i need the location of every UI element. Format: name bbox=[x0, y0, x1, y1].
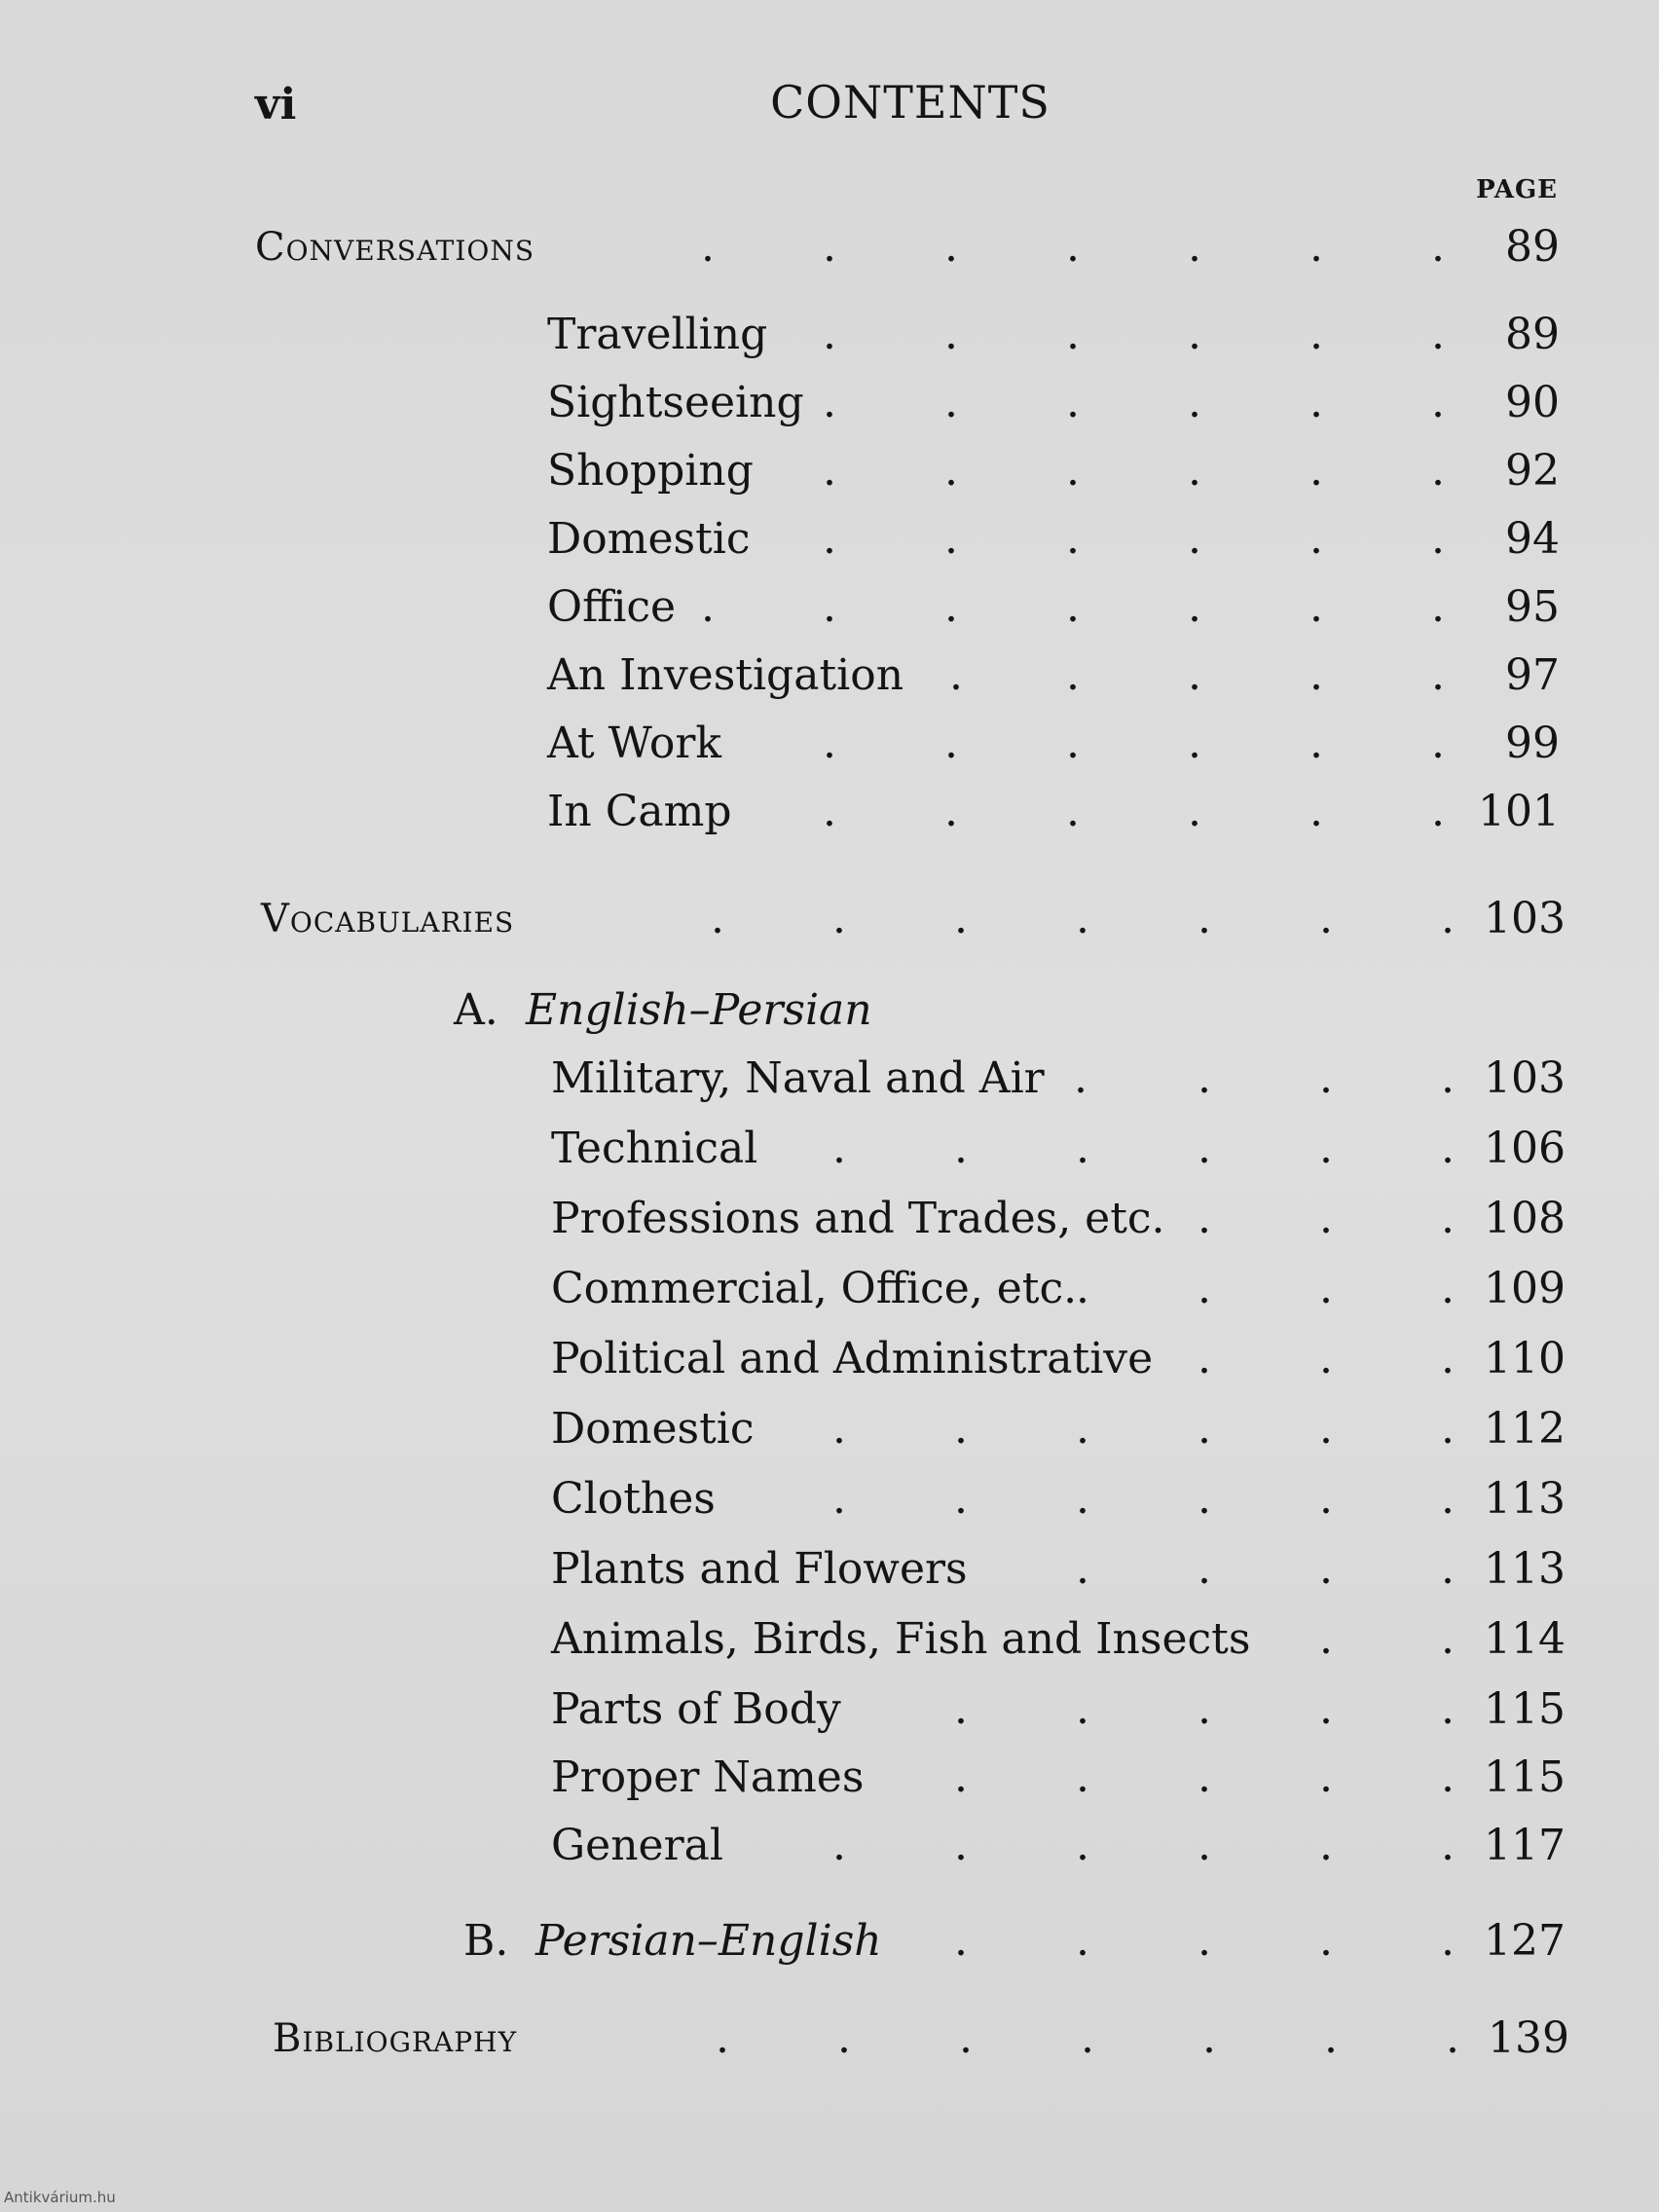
leader-dot: . bbox=[1309, 310, 1323, 359]
toc-entry-page: 89 bbox=[1505, 310, 1560, 359]
toc-entry[interactable] bbox=[547, 715, 1560, 773]
leader-dot: . bbox=[823, 378, 836, 427]
leader-dot: . bbox=[1076, 1124, 1089, 1173]
leader-dot: . bbox=[701, 582, 715, 632]
watermark: Antikvárium.hu bbox=[4, 2189, 116, 2206]
leader-dot: . bbox=[944, 582, 958, 632]
toc-entry-label: Office bbox=[547, 582, 677, 632]
leader-dot: . bbox=[1431, 650, 1445, 700]
leader-dot: . bbox=[1066, 446, 1080, 496]
leader-dot: . bbox=[1188, 514, 1201, 564]
leader-dot: . bbox=[1431, 787, 1445, 836]
leader-dot: . bbox=[1198, 1474, 1211, 1524]
leader-dot: . bbox=[949, 650, 963, 700]
leader-dot: . bbox=[832, 894, 846, 943]
leader-dot: . bbox=[716, 2013, 729, 2063]
leader-dot: . bbox=[1081, 2013, 1094, 2063]
leader-dot: . bbox=[711, 894, 724, 943]
toc-entry[interactable] bbox=[551, 1050, 1566, 1108]
leader-dot: . bbox=[1198, 1916, 1211, 1966]
leader-dot: . bbox=[1431, 310, 1445, 359]
page-title: CONTENTS bbox=[770, 76, 1051, 129]
leader-dot: . bbox=[954, 1821, 968, 1870]
leader-dot: . bbox=[1076, 1544, 1089, 1594]
leader-dot: . bbox=[823, 582, 836, 632]
toc-entry-page: 97 bbox=[1505, 650, 1560, 700]
toc-entry[interactable] bbox=[551, 1749, 1566, 1807]
leader-dot: . bbox=[1188, 222, 1201, 272]
leader-dot: . bbox=[1198, 1053, 1211, 1103]
leader-dot: . bbox=[1188, 719, 1201, 768]
toc-entry-bibliography[interactable] bbox=[273, 2009, 1569, 2068]
leader-dot: . bbox=[1198, 1544, 1211, 1594]
leader-dot: . bbox=[1076, 1404, 1089, 1454]
leader-dot: . bbox=[944, 719, 958, 768]
toc-entry-label: Bibliography bbox=[273, 2016, 518, 2061]
toc-entry[interactable] bbox=[551, 1610, 1566, 1669]
toc-entry-label: General bbox=[551, 1821, 723, 1870]
toc-entry-page: 115 bbox=[1484, 1752, 1566, 1802]
leader-dot: . bbox=[823, 514, 836, 564]
toc-entry[interactable] bbox=[547, 510, 1560, 569]
leader-dot: . bbox=[1441, 1474, 1455, 1524]
toc-entry[interactable] bbox=[547, 442, 1560, 500]
leader-dot: . bbox=[1066, 222, 1080, 272]
leader-dot: . bbox=[1309, 222, 1323, 272]
leader-dot: . bbox=[837, 2013, 851, 2063]
toc-entry[interactable] bbox=[551, 1260, 1566, 1318]
leader-dot: . bbox=[832, 1821, 846, 1870]
leader-dot: . bbox=[1441, 1916, 1455, 1966]
toc-entry-label: Commercial, Office, etc. bbox=[551, 1264, 1078, 1313]
leader-dot: . bbox=[1076, 1821, 1089, 1870]
leader-dot: . bbox=[823, 719, 836, 768]
toc-entry-page: 117 bbox=[1484, 1821, 1566, 1870]
leader-dot: . bbox=[1441, 1544, 1455, 1594]
leader-dot: . bbox=[1441, 1614, 1455, 1664]
leader-dot: . bbox=[944, 378, 958, 427]
leader-dot: . bbox=[1188, 446, 1201, 496]
toc-entry-section-b[interactable] bbox=[463, 1912, 1566, 1971]
leader-dot: . bbox=[1076, 1752, 1089, 1802]
leader-dot: . bbox=[1431, 378, 1445, 427]
leader-dot: . bbox=[1066, 582, 1080, 632]
leader-dot: . bbox=[823, 310, 836, 359]
leader-dot: . bbox=[832, 1124, 846, 1173]
leader-dot: . bbox=[954, 1124, 968, 1173]
toc-entry[interactable] bbox=[551, 1540, 1566, 1599]
toc-entry-label: Technical bbox=[551, 1124, 758, 1173]
leader-dot: . bbox=[1309, 650, 1323, 700]
leader-dot: . bbox=[944, 514, 958, 564]
toc-entry-page: 106 bbox=[1484, 1124, 1566, 1173]
leader-dot: . bbox=[1066, 514, 1080, 564]
toc-entry[interactable] bbox=[551, 1330, 1566, 1388]
leader-dot: . bbox=[832, 1404, 846, 1454]
leader-dot: . bbox=[1319, 1544, 1333, 1594]
leader-dot: . bbox=[1076, 1684, 1089, 1734]
leader-dot: . bbox=[1066, 378, 1080, 427]
leader-dot: . bbox=[1198, 1821, 1211, 1870]
toc-entry-label: Sightseeing bbox=[547, 378, 804, 427]
leader-dot: . bbox=[1076, 894, 1089, 943]
leader-dot: . bbox=[1319, 1752, 1333, 1802]
leader-dot: . bbox=[944, 446, 958, 496]
leader-dot: . bbox=[1188, 378, 1201, 427]
toc-entry-label: Domestic bbox=[551, 1404, 755, 1454]
section-a-heading bbox=[454, 981, 1135, 1040]
toc-entry[interactable] bbox=[547, 783, 1560, 841]
leader-dot: . bbox=[1066, 650, 1080, 700]
leader-dot: . bbox=[1441, 894, 1455, 943]
toc-entry[interactable] bbox=[551, 1817, 1566, 1875]
toc-entry-page: 110 bbox=[1484, 1334, 1566, 1383]
leader-dot: . bbox=[1319, 1474, 1333, 1524]
leader-dot: . bbox=[1441, 1264, 1455, 1313]
leader-dot: . bbox=[954, 1404, 968, 1454]
toc-entry-label: Proper Names bbox=[551, 1752, 865, 1802]
toc-entry[interactable] bbox=[547, 578, 1560, 637]
leader-dot: . bbox=[1319, 1404, 1333, 1454]
leader-dot: . bbox=[1441, 1752, 1455, 1802]
toc-entry-page: 99 bbox=[1505, 719, 1560, 768]
toc-entry-page: 114 bbox=[1484, 1614, 1566, 1664]
leader-dot: . bbox=[1324, 2013, 1338, 2063]
leader-dot: . bbox=[1319, 1614, 1333, 1664]
leader-dot: . bbox=[1188, 650, 1201, 700]
toc-entry-label: Conversations bbox=[255, 225, 535, 270]
leader-dot: . bbox=[1198, 1124, 1211, 1173]
leader-dot: . bbox=[1066, 787, 1080, 836]
toc-entry-page: 103 bbox=[1484, 894, 1566, 943]
leader-dot: . bbox=[1441, 1821, 1455, 1870]
leader-dot: . bbox=[959, 2013, 973, 2063]
leader-dot: . bbox=[1074, 1053, 1088, 1103]
section-title: Persian–English bbox=[535, 1916, 882, 1966]
toc-entry-conversations[interactable] bbox=[255, 218, 1560, 276]
leader-dot: . bbox=[1431, 446, 1445, 496]
toc-entry[interactable] bbox=[551, 1680, 1566, 1739]
toc-entry-label: Domestic bbox=[547, 514, 751, 564]
leader-dot: . bbox=[1076, 1916, 1089, 1966]
leader-dot: . bbox=[1441, 1124, 1455, 1173]
leader-dot: . bbox=[1066, 719, 1080, 768]
toc-entry-page: 90 bbox=[1505, 378, 1560, 427]
toc-entry-label: Vocabularies bbox=[261, 897, 515, 941]
toc-entry-page: 127 bbox=[1484, 1916, 1566, 1966]
leader-dot: . bbox=[1319, 1821, 1333, 1870]
leader-dot: . bbox=[1198, 1334, 1211, 1383]
toc-entry[interactable] bbox=[551, 1190, 1566, 1248]
leader-dot: . bbox=[1431, 222, 1445, 272]
leader-dot: . bbox=[944, 310, 958, 359]
toc-entry-page: 103 bbox=[1484, 1053, 1566, 1103]
leader-dot: . bbox=[954, 1916, 968, 1966]
leader-dot: . bbox=[1319, 1124, 1333, 1173]
leader-dot: . bbox=[1431, 514, 1445, 564]
leader-dot: . bbox=[823, 787, 836, 836]
leader-dot: . bbox=[1188, 787, 1201, 836]
toc-entry-label: Clothes bbox=[551, 1474, 716, 1524]
section-letter: A. bbox=[454, 985, 498, 1035]
leader-dot: . bbox=[1309, 514, 1323, 564]
toc-entry-label: Professions and Trades, etc. bbox=[551, 1194, 1165, 1243]
toc-entry-label: Parts of Body bbox=[551, 1684, 841, 1734]
toc-entry-page: 108 bbox=[1484, 1194, 1566, 1243]
toc-entry-page: 112 bbox=[1484, 1404, 1566, 1454]
page-number: vi bbox=[255, 80, 297, 129]
toc-entry-label: Shopping bbox=[547, 446, 754, 496]
toc-entry-page: 101 bbox=[1478, 787, 1560, 836]
leader-dot: . bbox=[1066, 310, 1080, 359]
toc-entry-page: 89 bbox=[1505, 222, 1560, 272]
leader-dot: . bbox=[832, 1474, 846, 1524]
leader-dot: . bbox=[1441, 1404, 1455, 1454]
leader-dot: . bbox=[1076, 1474, 1089, 1524]
toc-entry-page: 113 bbox=[1484, 1474, 1566, 1524]
leader-dot: . bbox=[701, 222, 715, 272]
leader-dot: . bbox=[1309, 378, 1323, 427]
leader-dot: . bbox=[1188, 310, 1201, 359]
toc-entry[interactable] bbox=[547, 646, 1560, 705]
leader-dot: . bbox=[1319, 894, 1333, 943]
toc-entry-page: 139 bbox=[1488, 2013, 1569, 2063]
leader-dot: . bbox=[1198, 1752, 1211, 1802]
toc-entry-label: Travelling bbox=[547, 310, 768, 359]
page-column-label: PAGE bbox=[1476, 175, 1558, 204]
leader-dot: . bbox=[1198, 1264, 1211, 1313]
toc-entry[interactable] bbox=[547, 306, 1560, 364]
leader-dot: . bbox=[1309, 446, 1323, 496]
toc-entry[interactable] bbox=[551, 1120, 1566, 1178]
leader-dot: . bbox=[954, 1474, 968, 1524]
leader-dot: . bbox=[954, 894, 968, 943]
leader-dot: . bbox=[1319, 1264, 1333, 1313]
section-title: English–Persian bbox=[526, 985, 872, 1035]
leader-dot: . bbox=[1319, 1053, 1333, 1103]
toc-entry-label: An Investigation bbox=[547, 650, 904, 700]
leader-dot: . bbox=[1188, 582, 1201, 632]
toc-entry[interactable] bbox=[551, 1400, 1566, 1458]
leader-dot: . bbox=[1431, 582, 1445, 632]
toc-entry-label: Plants and Flowers bbox=[551, 1544, 968, 1594]
section-letter: B. bbox=[463, 1916, 509, 1966]
toc-entry-page: 113 bbox=[1484, 1544, 1566, 1594]
leader-dot: . bbox=[1076, 1264, 1089, 1313]
toc-entry-page: 115 bbox=[1484, 1684, 1566, 1734]
leader-dot: . bbox=[1309, 719, 1323, 768]
toc-entry-page: 109 bbox=[1484, 1264, 1566, 1313]
toc-entry[interactable] bbox=[547, 374, 1560, 432]
leader-dot: . bbox=[1198, 1404, 1211, 1454]
leader-dot: . bbox=[1441, 1684, 1455, 1734]
toc-entry-label: Political and Administrative bbox=[551, 1334, 1154, 1383]
toc-entry-label: At Work bbox=[547, 719, 722, 768]
leader-dot: . bbox=[1198, 1194, 1211, 1243]
toc-entry-page: 95 bbox=[1505, 582, 1560, 632]
leader-dot: . bbox=[954, 1752, 968, 1802]
toc-entry-label: Animals, Birds, Fish and Insects bbox=[551, 1614, 1251, 1664]
leader-dot: . bbox=[1431, 719, 1445, 768]
leader-dot: . bbox=[1319, 1916, 1333, 1966]
leader-dot: . bbox=[1319, 1684, 1333, 1734]
leader-dot: . bbox=[823, 222, 836, 272]
leader-dot: . bbox=[1202, 2013, 1216, 2063]
leader-dot: . bbox=[1198, 1684, 1211, 1734]
leader-dot: . bbox=[1441, 1334, 1455, 1383]
toc-entry-page: 94 bbox=[1505, 514, 1560, 564]
leader-dot: . bbox=[1319, 1194, 1333, 1243]
leader-dot: . bbox=[1319, 1334, 1333, 1383]
toc-entry-page: 92 bbox=[1505, 446, 1560, 496]
leader-dot: . bbox=[954, 1684, 968, 1734]
leader-dot: . bbox=[1441, 1053, 1455, 1103]
leader-dot: . bbox=[823, 446, 836, 496]
leader-dot: . bbox=[1198, 894, 1211, 943]
leader-dot: . bbox=[1446, 2013, 1459, 2063]
leader-dot: . bbox=[1309, 787, 1323, 836]
leader-dot: . bbox=[944, 787, 958, 836]
toc-entry-vocabularies[interactable] bbox=[261, 890, 1566, 948]
leader-dot: . bbox=[944, 222, 958, 272]
toc-entry-label: In Camp bbox=[547, 787, 732, 836]
leader-dot: . bbox=[1309, 582, 1323, 632]
toc-entry-label: Military, Naval and Air bbox=[551, 1053, 1045, 1103]
leader-dot: . bbox=[1441, 1194, 1455, 1243]
toc-entry[interactable] bbox=[551, 1470, 1566, 1529]
